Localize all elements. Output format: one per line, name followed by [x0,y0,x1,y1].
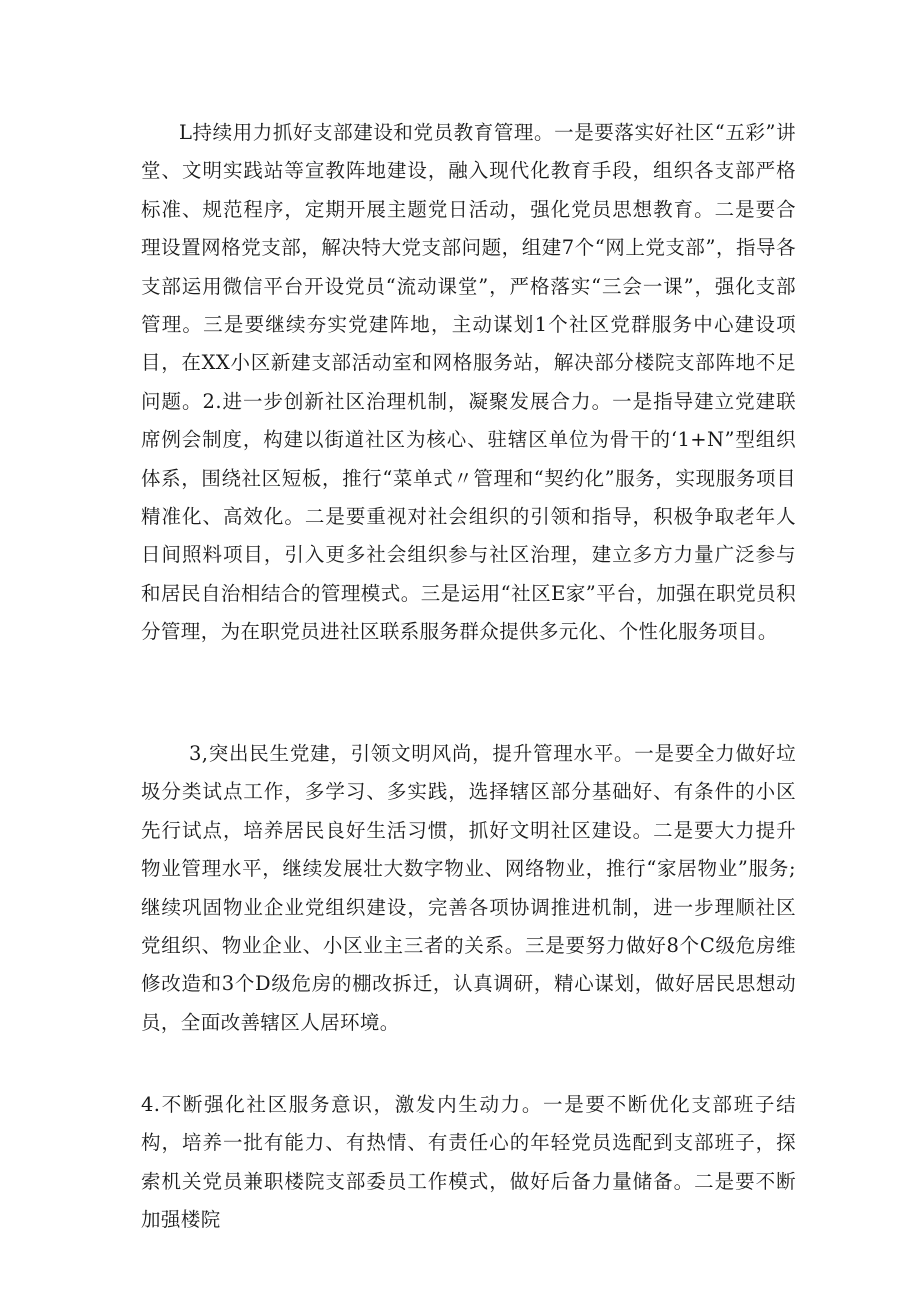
paragraph-3: 4.不断强化社区服务意识，激发内生动力。一是要不断优化支部班子结构，培养一批有能力、有热情、有责任心的年轻党员选配到支部班子，探索机关党员兼职楼院支部委员工作模式，做好后备力量储备。二是要不断加强楼院 [141,1093,796,1232]
paragraph-2: 3,突出民生党建，引领文明风尚，提升管理水平。一是要全力做好垃圾分类试点工作，多学习、多实践，选择辖区部分基础好、有条件的小区先行试点，培养居民良好生活习惯，抓好文明社区建设。二是要大力提升物业管理水平，继续发展壮大数字物业、网络物业，推行“家居物业”服务;继续巩固物业企业党组织建设，完善各项协调推进机制，进一步理顺社区党组织、物业企业、小区业主三者的关系。三是要努力做好8个C级危房维修改造和3个D级危房的棚改拆迁，认真调研，精心谋划，做好居民思想动员，全面改善辖区人居环境。 [141,742,796,1034]
paragraph-1: L持续用力抓好支部建设和党员教育管理。一是要落实好社区“五彩”讲堂、文明实践站等宣教阵地建设，融入现代化教育手段，组织各支部严格标准、规范程序，定期开展主题党日活动，强化党员思想教育。二是要合理设置网格党支部，解决特大党支部问题，组建7个“网上党支部”，指导各支部运用微信平台开设党员“流动课堂”，严格落实“三会一课”，强化支部管理。三是要继续夯实党建阵地，主动谋划1个社区党群服务中心建设项目，在XX小区新建支部活动室和网格服务站，解决部分楼院支部阵地不足问题。2.进一步创新社区治理机制，凝聚发展合力。一是指导建立党建联席例会制度，构建以街道社区为核心、驻辖区单位为骨干的‘1+N”型组织体系，围绕社区短板，推行“菜单式〃管理和“契约化”服务，实现服务项目精准化、高效化。二是要重视对社会组织的引领和指导，积极争取老年人日间照料项目，引入更多社会组织参与社区治理，建立多方力量广泛参与和居民自治相结合的管理模式。三是运用“社区E家”平台，加强在职党员积分管理，为在职党员进社区联系服务群众提供多元化、个性化服务项目。 [141,121,796,644]
